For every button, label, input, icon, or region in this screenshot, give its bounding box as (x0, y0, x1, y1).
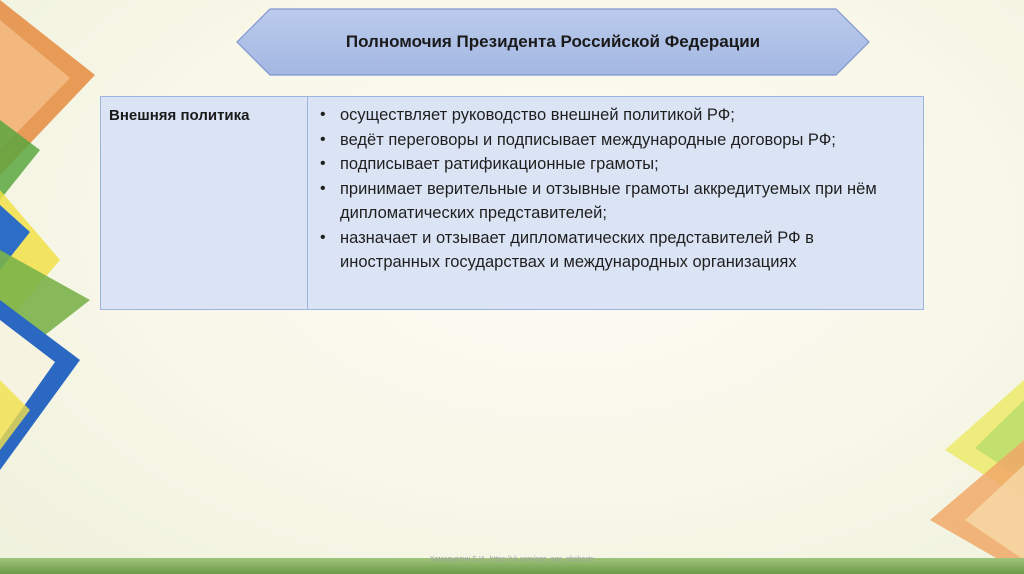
bullet-icon: • (320, 155, 326, 172)
list-item: • назначает и отзывает дипломатических представителей РФ в иностранных государствах и международных организациях (318, 226, 913, 275)
section-label: Внешняя политика (101, 97, 308, 310)
title-banner (236, 8, 870, 76)
list-item: • осуществляет руководство внешней политикой РФ; (318, 103, 913, 128)
bullet-icon: • (320, 130, 326, 148)
bullet-icon: • (320, 228, 326, 246)
page-title: Полномочия Президента Российской Федерации (345, 32, 761, 51)
table-row (101, 97, 924, 310)
bullet-icon: • (320, 179, 326, 197)
list-item: • подписывает ратификационные грамоты; (318, 152, 913, 177)
powers-list-cell (308, 97, 924, 310)
powers-list (318, 103, 913, 275)
list-item: • ведёт переговоры и подписывает международные договоры РФ; (318, 128, 913, 153)
bullet-icon: • (320, 106, 326, 123)
list-item: • принимает верительные и отзывные грамоты аккредитуемых при нём дипломатических представителей; (318, 177, 913, 226)
powers-table (100, 96, 924, 310)
footer-credit: Хамидуллин Б.И._https://vk.com/ege_oge_obshestv (429, 556, 595, 563)
